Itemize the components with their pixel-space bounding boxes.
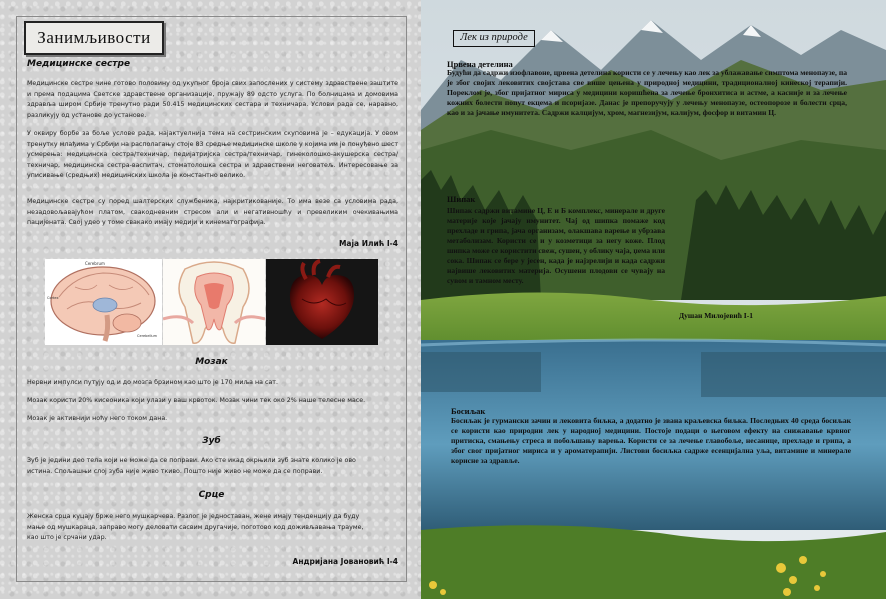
brain-paragraph-3: Мозак је активнији ноћу него током дана. xyxy=(27,415,168,422)
heart-paragraph: Женска срца куцају брже него мушкарчева. Разлог је једноставан, жене имају тенденцију да буду мање од мушкараца, заправо могу деловати сасвим другачије, поготово код доживљавања трауме, као што је срчани удар. xyxy=(27,513,364,541)
heart-image xyxy=(266,259,378,345)
right-page-title: Лек из природе xyxy=(453,30,535,47)
svg-text:Cerebrum: Cerebrum xyxy=(85,261,105,266)
heart-heading: Срце xyxy=(198,490,225,500)
section-heading-nurses: Медицинске сестре xyxy=(27,59,131,69)
brain-paragraph-1: Нервни импулси путују од и до мозга брзином као што је 170 миља на сат. xyxy=(27,379,278,386)
nurses-paragraph-3: Медицинске сестре су поред шалтерских службеника, најкритикованије. То има везе са условима рада, незадовољавајућом платом, свакодневним стресом али и негативношћу и превеликим очекивањима пацијената. Свој удео у томе свакако имају медији и кинематографија. xyxy=(27,198,398,226)
page-title: Занимљивости xyxy=(24,21,164,55)
svg-text:Cerebellum: Cerebellum xyxy=(137,334,158,338)
signature-maja: Маја Илић I-4 xyxy=(338,239,398,248)
basil-heading: Босиљак xyxy=(451,406,486,416)
nurses-paragraph-1: Медицинске сестре чине готово половину од укупног броја свих запослених у систему здравствене заштите и према подацима Светске здравствене организације, пружају 89 одсто услуга. По болницама и домовима здравља широм Србије тренутно ради 50.415 медицинских сестара и техничара. Услови рада се, наравно, разликују од установе до установе. xyxy=(27,80,398,119)
brain-paragraph-2: Мозак користи 20% кисеоника који улази у ваш крвоток. Мозак чини тек око 2% наше телесне масе. xyxy=(27,397,366,404)
nurses-paragraph-2: У оквиру борбе за боље услове рада, најактуелнија тема на сестринским скуповима је – едукација. У овом тренутку млађима у Србији на располагању стоје 83 средње медицинске школе у којима им је понуђено шест усмерења: медицинска сестра/техничар, педијатријска сестра/техничар, гинеколошко-акушерска сестра/техничар, медицинска сестра-васпитач, стоматолошка сестра и здравствени неговатељ. Интересовање за уписивање (средњих) медицинских школа је константно велико. xyxy=(27,130,398,179)
rosehip-heading: Шипак xyxy=(447,194,476,204)
basil-text: Босиљак је гурмански зачин и лековита биљка, а додатно је звана краљевска биљка. Последњих 40 среда босиљак се користи као природни лек у народној медицини. Постоје подаци о његовом ефекту на снижавање крвног притиска, смањењу стреса и побољшању варења. Користи се за лечење главобоље, несанице, прехладе и грипа, а због свог пријатног мириса и у ароматерапији. Листови босиљка садрже есенцијална уља, витамине и минерале корисне за здравље. xyxy=(451,416,851,465)
right-page xyxy=(421,0,886,599)
tooth-paragraph: Зуб је једини део тела који не може да се поправи. Ако сте икад окрњили зуб знате колико је ово истина. Спољашњи слој зуба није живо ткиво. Пошто није живо не може да се поправи. xyxy=(27,457,356,475)
brain-image xyxy=(45,259,162,345)
signature-dusan: Душан Милојевић I-1 xyxy=(679,311,753,320)
left-page xyxy=(0,0,421,599)
red-clover-text: Будући да садржи изофлавоне, црвена детелина користи се у лечењу као лек за ублажавање симптома менопаузе, па је због својих лековитих својстава све више цењена у природној медицини, традиционалној кинеској терапији. Пореклом је, због пријатног мириса у медицини коришћена за лечење бронхитиса и астме, а касније и за лечење кожних болести попут екцема и псоријазе. Данас је препоручују у лечењу менопаузе, остеопорозе и болести срца, као и за јачање имунитета. Садржи калцијум, хром, магнезијум, калијум, фосфор и витамин Ц. xyxy=(447,68,847,117)
red-clover-heading: Црвена детелина xyxy=(447,59,513,69)
svg-text:Cortex: Cortex xyxy=(47,296,59,300)
tooth-image xyxy=(163,259,265,345)
tooth-heading: Зуб xyxy=(202,436,221,446)
rosehip-text: Шипак садржи витамине Ц, Е и Б комплекс, минерале и друге материје које јачају имунитет. Чај од шипка помаже код прехладе и грипа, јача организам, олакшава варење и убрзава метаболизам. Користи се и у козметици за негу коже. Плод шипка може се користити свеж, сушен, у облику чаја, џема или сока. Шипак се бере у јесен, када је најзрелији и када садржи највише лековитих материја. Осушени плодови се чувају на сувом и тамном месту. xyxy=(447,206,665,285)
brain-heading: Мозак xyxy=(195,357,228,367)
signature-andrijana: Андријана Јовановић I-4 xyxy=(292,557,398,566)
